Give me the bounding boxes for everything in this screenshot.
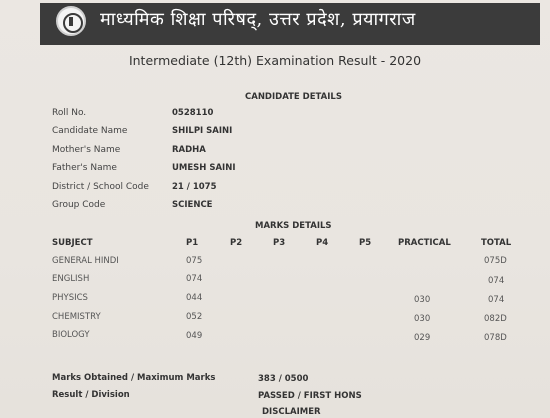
group-code-label: Group Code bbox=[52, 200, 106, 210]
col-p3-header: P3 bbox=[273, 238, 286, 248]
candidate-name-value: SHILPI SAINI bbox=[172, 126, 233, 136]
marks-obtained-label: Marks Obtained / Maximum Marks bbox=[52, 373, 216, 383]
exam-title: Intermediate (12th) Examination Result - 2020 bbox=[128, 53, 422, 68]
marks-details-heading: MARKS DETAILS bbox=[255, 221, 332, 231]
candidate-name-label: Candidate Name bbox=[52, 126, 128, 136]
result-division-label: Result / Division bbox=[52, 390, 130, 400]
disclaimer-heading: DISCLAIMER bbox=[262, 407, 321, 417]
marks-obtained-value: 383 / 0500 bbox=[258, 374, 309, 384]
col-practical-header: PRACTICAL bbox=[398, 238, 451, 248]
father-name-value: UMESH SAINI bbox=[172, 163, 236, 173]
p1-cell: 075 bbox=[186, 256, 203, 266]
p1-cell: 052 bbox=[186, 312, 203, 322]
result-division-value: PASSED / FIRST HONS bbox=[258, 391, 362, 401]
subject-cell: CHEMISTRY bbox=[52, 312, 101, 322]
mother-name-label: Mother's Name bbox=[52, 145, 121, 155]
col-total-header: TOTAL bbox=[481, 238, 512, 248]
subject-cell: PHYSICS bbox=[52, 293, 88, 303]
practical-cell: 030 bbox=[414, 314, 431, 324]
candidate-details-heading: CANDIDATE DETAILS bbox=[245, 92, 342, 102]
board-name: माध्यमिक शिक्षा परिषद्, उत्तर प्रदेश, प्रयागराज bbox=[100, 9, 416, 30]
up-board-logo-icon bbox=[56, 6, 86, 36]
col-p4-header: P4 bbox=[316, 238, 329, 248]
col-p5-header: P5 bbox=[359, 238, 372, 248]
district-school-code-label: District / School Code bbox=[52, 182, 149, 192]
practical-cell: 029 bbox=[414, 333, 431, 343]
p1-cell: 074 bbox=[186, 274, 203, 284]
mother-name-value: RADHA bbox=[172, 145, 206, 155]
total-cell: 074 bbox=[488, 276, 505, 286]
roll-no-label: Roll No. bbox=[52, 108, 87, 118]
p1-cell: 044 bbox=[186, 293, 203, 303]
group-code-value: SCIENCE bbox=[172, 200, 213, 210]
total-cell: 074 bbox=[488, 295, 505, 305]
total-cell: 078D bbox=[484, 333, 507, 343]
col-subject-header: SUBJECT bbox=[52, 238, 93, 248]
col-p2-header: P2 bbox=[230, 238, 243, 248]
col-p1-header: P1 bbox=[186, 238, 199, 248]
roll-no-value: 0528110 bbox=[172, 108, 214, 118]
subject-cell: GENERAL HINDI bbox=[52, 256, 119, 266]
subject-cell: ENGLISH bbox=[52, 274, 90, 284]
subject-cell: BIOLOGY bbox=[52, 330, 90, 340]
practical-cell: 030 bbox=[414, 295, 431, 305]
total-cell: 075D bbox=[484, 256, 507, 266]
p1-cell: 049 bbox=[186, 331, 203, 341]
district-school-code-value: 21 / 1075 bbox=[172, 182, 217, 192]
father-name-label: Father's Name bbox=[52, 163, 117, 173]
total-cell: 082D bbox=[484, 314, 507, 324]
